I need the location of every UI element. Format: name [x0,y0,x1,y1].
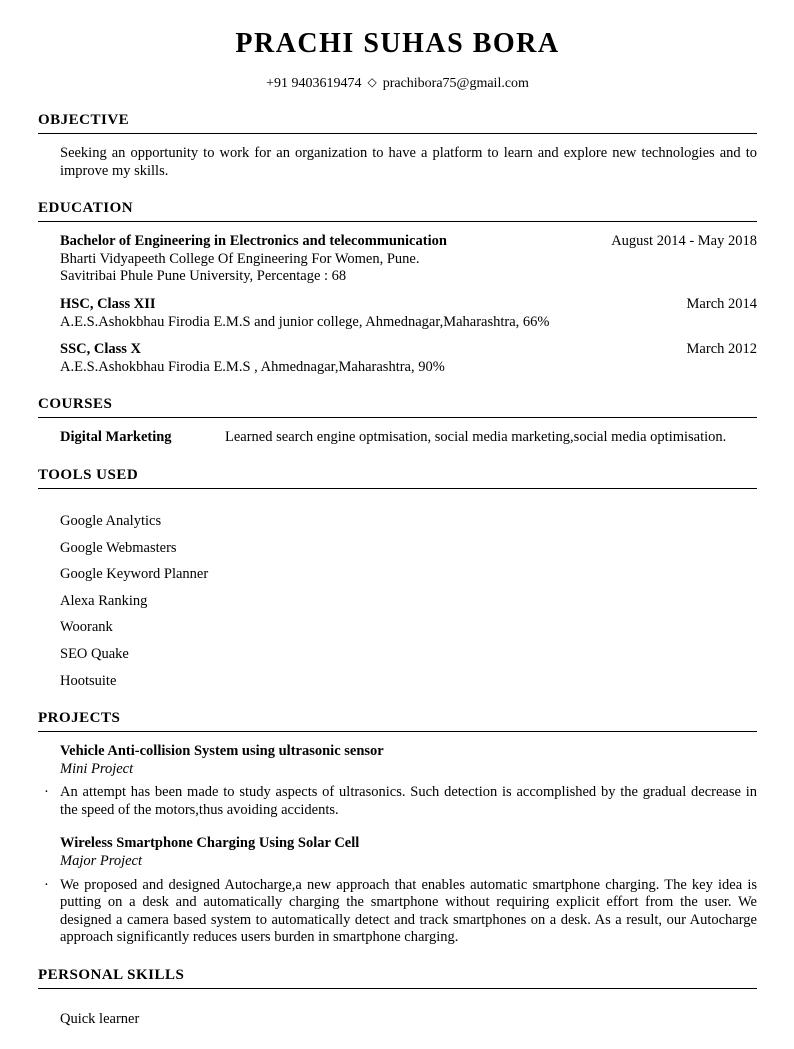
course-description: Learned search engine optmisation, social media marketing,social media optimisation. [225,429,727,446]
degree-title: HSC, Class XII [60,295,156,312]
section-title-objective: OBJECTIVE [38,112,130,128]
email-address: prachibora75@gmail.com [382,76,529,91]
resume-header [38,28,757,92]
education-entry [60,233,757,286]
section-divider [38,731,757,732]
project-description: An attempt has been made to study aspects of ultrasonics. Such detection is accomplished by the gradual decrease in the speed of the motors,thus avoiding accidents. [60,784,757,818]
diamond-separator-icon: ◇ [367,75,377,89]
projects-body [44,743,757,947]
section-tools [38,467,757,690]
objective-text: Seeking an opportunity to work for an organization to have a platform to learn and explore new technologies and to improve my skills. [60,145,757,179]
candidate-name: PRACHI SUHAS BORA [235,28,560,59]
degree-date: March 2012 [686,341,757,358]
project-bullet-row [44,877,757,947]
project-title: Wireless Smartphone Charging Using Solar Cell [60,835,360,852]
bullet-marker: · [44,876,49,893]
section-divider [38,133,757,134]
degree-date: March 2014 [686,295,757,312]
courses-body [60,429,757,447]
section-courses [38,396,757,447]
section-divider [38,221,757,222]
tool-list-item: Alexa Ranking [60,592,148,609]
section-projects [38,710,757,947]
bullet-marker: · [44,784,49,801]
section-objective [38,112,757,180]
project-type: Major Project [60,853,143,870]
section-personal-skills [38,967,757,1029]
education-entry [60,341,757,376]
section-title-courses: COURSES [38,396,113,413]
section-divider [38,417,757,418]
section-divider [38,488,757,489]
degree-detail: A.E.S.Ashokbhau Firodia E.M.S and junior college, Ahmednagar,Maharashtra, 66% [60,313,550,330]
tool-list-item: SEO Quake [60,645,129,662]
tool-list-item: Google Keyword Planner [60,566,209,583]
education-body [60,233,757,376]
project-title: Vehicle Anti-collision System using ultrasonic sensor [60,743,384,760]
degree-detail: Bharti Vidyapeeth College Of Engineering For Women, Pune. [60,250,420,267]
education-entry-header [60,296,757,314]
course-item [60,429,757,447]
project-entry [44,743,757,819]
education-entry-header [60,233,757,251]
course-name: Digital Marketing [60,429,172,446]
degree-detail: A.E.S.Ashokbhau Firodia E.M.S , Ahmednagar,Maharashtra, 90% [60,358,445,375]
section-divider [38,988,757,989]
education-entry-header [60,341,757,359]
project-entry [44,835,757,947]
section-title-personal-skills: PERSONAL SKILLS [38,967,185,984]
phone-number: +91 9403619474 [266,76,362,91]
degree-title: SSC, Class X [60,341,141,358]
section-education [38,200,757,376]
skill-list-item: Quick learner [60,1011,140,1028]
project-description: We proposed and designed Autocharge,a new approach that enables automatic smartphone charging. The key idea is putting on a desk and automatically charging the smartphone without requiring explicit effort from the user. We designed a camera based system to automatically detect and track smartphones on a desk. As a result, our Autocharge approach significantly reduces users burden in smartphone charging. [60,876,757,946]
degree-detail: Savitribai Phule Pune University, Percentage : 68 [60,268,347,285]
education-entry [60,296,757,331]
project-bullet-row [44,784,757,819]
tool-list-item: Google Analytics [60,512,162,529]
objective-body [60,145,757,180]
tools-body [60,513,757,690]
section-title-education: EDUCATION [38,200,134,217]
tool-list-item: Google Webmasters [60,539,177,556]
section-title-projects: PROJECTS [38,710,121,727]
tool-list-item: Hootsuite [60,672,117,689]
degree-title: Bachelor of Engineering in Electronics and telecommunication [60,233,447,250]
tool-list-item: Woorank [60,619,113,636]
skills-body [60,1011,757,1029]
degree-date: August 2014 - May 2018 [611,233,757,250]
project-type: Mini Project [60,760,134,777]
section-title-tools: TOOLS USED [38,466,139,483]
contact-line [38,75,757,92]
